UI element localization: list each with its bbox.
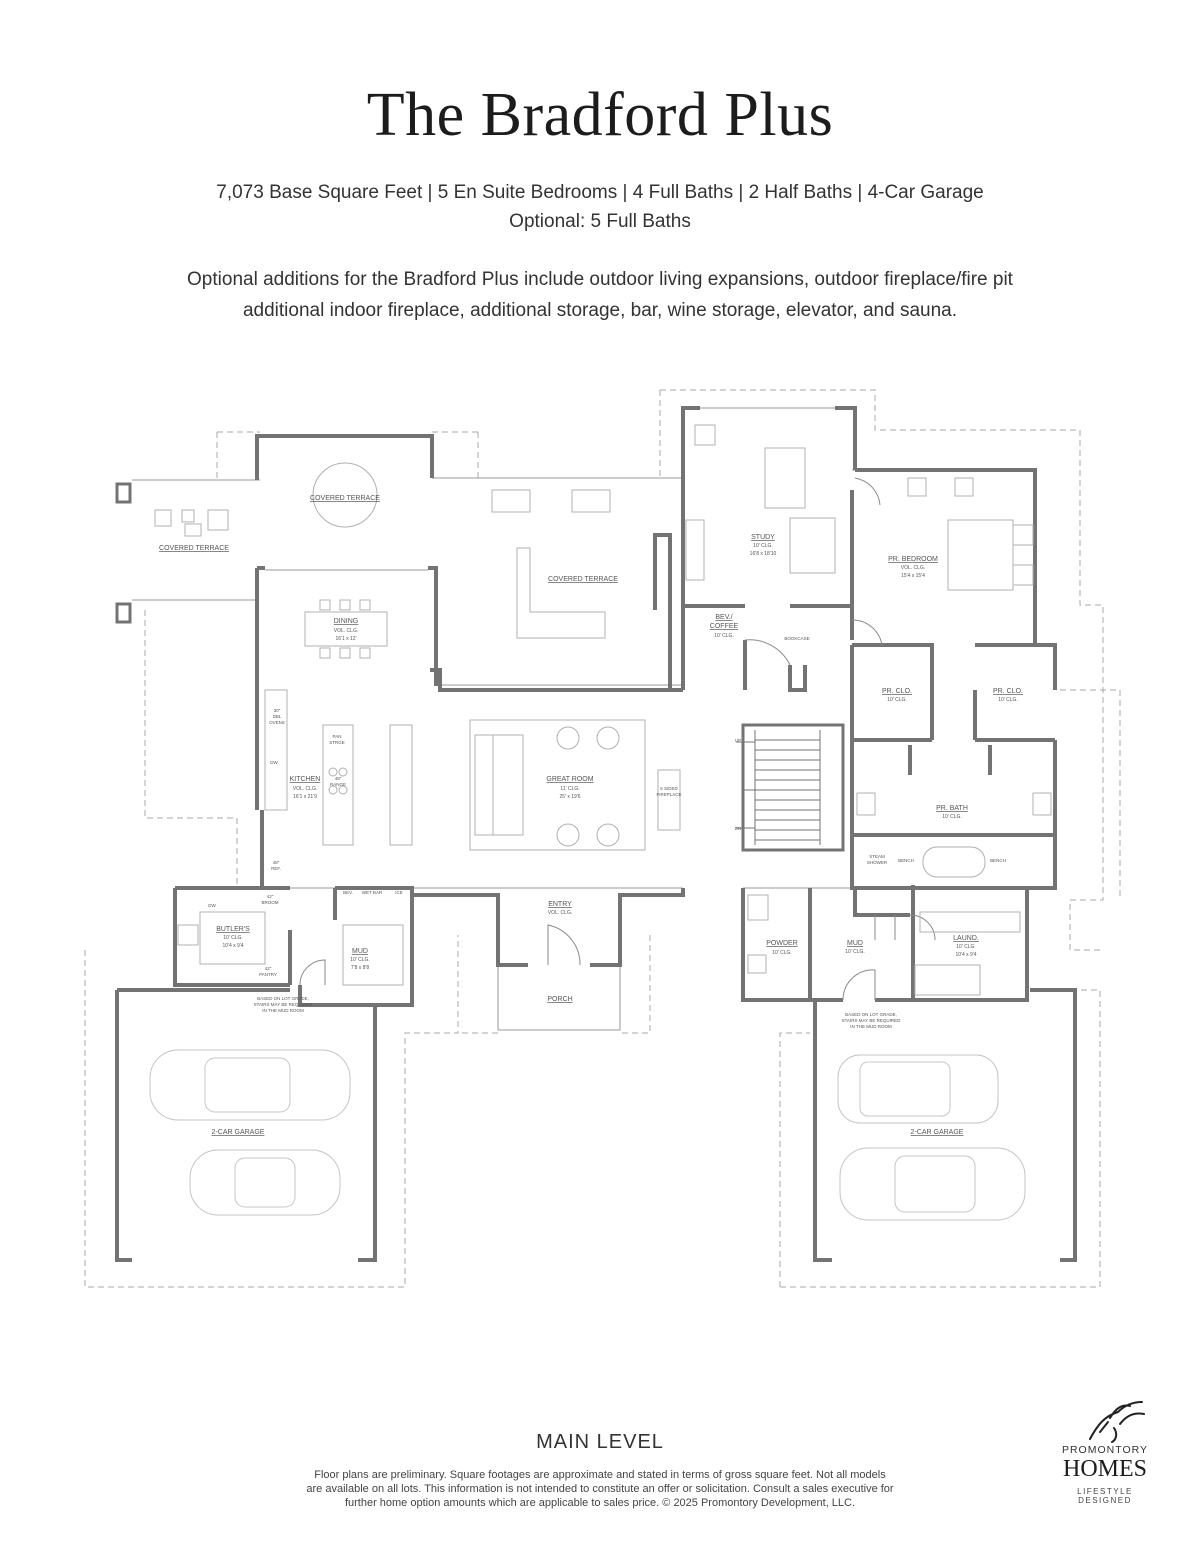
note-oven: 30": [273, 708, 281, 713]
note-broom: 42": [266, 894, 274, 899]
note-up: UP: [734, 738, 742, 743]
stairs-note: IN THE MUD ROOM: [850, 1024, 892, 1029]
room-ceiling: VOL. CLG.: [292, 786, 318, 792]
disclaimer: [230, 1468, 970, 1510]
note-steam-shower: SHOWER: [866, 860, 888, 865]
room-ceiling: VOL. CLG.: [900, 565, 926, 571]
room-ceiling: 10' CLG.: [956, 944, 976, 950]
note-ref: REF.: [271, 866, 281, 871]
stairs-note: BASED ON LOT GRADE,: [845, 1012, 897, 1017]
logo-line: PROMONTORY: [1061, 1444, 1149, 1456]
room-label-bev-coffee: BEV./: [715, 614, 733, 621]
note-wet-bar: WET BAR: [361, 890, 383, 895]
page-title: The Bradford Plus: [366, 81, 834, 149]
stairs-note: IN THE MUD ROOM: [262, 1008, 304, 1013]
room-size: 10'4 x 9'4: [955, 952, 977, 958]
room-ceiling: 10' CLG.: [753, 543, 773, 549]
horse-rider-logo-icon: [1050, 1394, 1160, 1444]
room-ceiling: VOL. CLG.: [547, 910, 573, 916]
level-label: MAIN LEVEL: [536, 1431, 664, 1453]
room-size: 16'1 x 21'9: [293, 794, 317, 800]
room-ceiling: 10' CLG.: [845, 949, 865, 955]
room-label-covered-terrace: COVERED TERRACE: [159, 545, 229, 552]
note-oven: OVENS: [269, 720, 285, 725]
car-icon: [190, 1150, 340, 1215]
room-label-great-room: GREAT ROOM: [546, 776, 594, 783]
note-ice: ICE: [395, 890, 403, 895]
room-label-entry: ENTRY: [548, 901, 572, 908]
note-broom: BROOM: [261, 900, 279, 905]
room-label-porch: PORCH: [547, 996, 573, 1003]
room-ceiling: 10' CLG.: [714, 633, 734, 639]
room-ceiling: 10' CLG.: [350, 957, 370, 963]
disclaimer-line: Floor plans are preliminary. Square footages are approximate and stated in terms of gross square feet. Not all models: [314, 1469, 886, 1481]
note-ref: 48": [272, 860, 280, 865]
specs-line: 7,073 Base Square Feet | 5 En Suite Bedrooms | 4 Full Baths | 2 Half Baths | 4-Car Garage: [216, 182, 984, 203]
note-pantry: PAN: [332, 734, 342, 739]
room-ceiling: 10' CLG.: [887, 697, 907, 703]
note-bench: BENCH: [990, 858, 1006, 863]
room-label-covered-terrace: COVERED TERRACE: [310, 495, 380, 502]
room-label-bev-coffee: COFFEE: [709, 623, 739, 630]
disclaimer-line: are available on all lots. This information is not intended to constitute an offer or solicitation. Consult a sales executive for: [306, 1483, 894, 1495]
room-size: 16'8 x 18'10: [749, 551, 777, 557]
room-label-mud: MUD: [847, 940, 863, 947]
note-dw: DW: [270, 760, 278, 765]
note-pantry: STRGE: [329, 740, 345, 745]
description-line: additional indoor fireplace, additional storage, bar, wine storage, elevator, and sauna.: [242, 300, 958, 321]
furniture: [155, 425, 1051, 995]
specs-optional-line: Optional: 5 Full Baths: [509, 211, 691, 232]
room-labels: [159, 495, 1023, 1136]
note-pantry: PANTRY: [259, 972, 277, 977]
room-size: 16'1 x 12': [335, 636, 357, 642]
room-label-kitchen: KITCHEN: [289, 776, 321, 783]
note-steam-shower: STEAM: [869, 854, 885, 859]
note-oven: DBL: [272, 714, 282, 719]
logo-wordmark: HOMES: [1062, 1456, 1147, 1482]
note-pantry: 42": [264, 966, 272, 971]
room-label-covered-terrace: COVERED TERRACE: [548, 576, 618, 583]
room-size: 10'4 x 9'4: [222, 943, 244, 949]
room-label-mud: MUD: [352, 948, 368, 955]
note-bev: BEV.: [343, 890, 353, 895]
promontory-homes-logo: [1050, 1394, 1160, 1534]
thin-lines: [132, 408, 1035, 1030]
disclaimer-line: further home option amounts which are applicable to sales price. © 2025 Promontory Development, LLC.: [344, 1497, 856, 1509]
note-range: 48": [334, 776, 342, 781]
room-label-dining: DINING: [333, 618, 359, 625]
room-label-pr-clo: PR. CLO.: [993, 688, 1023, 695]
note-dw: DW: [208, 903, 216, 908]
room-ceiling: 10' CLG.: [223, 935, 243, 941]
cars: [150, 1050, 1025, 1220]
note-fireplace: FIREPLACE: [656, 792, 682, 797]
stairs-note: BASED ON LOT GRADE,: [257, 996, 309, 1001]
room-label-study: STUDY: [751, 534, 775, 541]
room-ceiling: 10' CLG.: [772, 950, 792, 956]
note-bench: BENCH: [898, 858, 914, 863]
room-label-pr-clo: PR. CLO.: [882, 688, 912, 695]
optional-expansion-outline: [85, 390, 1120, 1287]
note-fireplace: 6 SIDED: [660, 786, 678, 791]
description-line: Optional additions for the Bradford Plus include outdoor living expansions, outdoor fireplace/fire pit: [187, 269, 1013, 290]
car-icon: [150, 1050, 350, 1120]
note-bookcase: BOOKCASE: [784, 636, 810, 641]
room-ceiling: 10' CLG.: [942, 814, 962, 820]
room-ceiling: VOL. CLG.: [333, 628, 359, 634]
room-label-butlers: BUTLER'S: [216, 926, 250, 933]
stairs-note: STAIRS MAY BE REQUIRED: [253, 1002, 313, 1007]
staircase: [736, 725, 843, 850]
room-label-garage: 2-CAR GARAGE: [910, 1129, 964, 1136]
room-ceiling: 10' CLG.: [998, 697, 1018, 703]
room-label-garage: 2-CAR GARAGE: [211, 1129, 265, 1136]
room-size: 25' x 19'6: [559, 794, 581, 800]
room-ceiling: 11' CLG.: [560, 786, 580, 792]
room-label-laund: LAUND.: [953, 935, 979, 942]
room-label-powder: POWDER: [766, 940, 798, 947]
note-range: RANGE: [329, 782, 347, 787]
logo-tagline: LIFESTYLE DESIGNED: [1077, 1487, 1133, 1505]
stairs-note: STAIRS MAY BE REQUIRED: [841, 1018, 901, 1023]
room-size: 15'4 x 15'4: [901, 573, 925, 579]
car-icon: [840, 1148, 1025, 1220]
room-label-pr-bath: PR. BATH: [936, 805, 968, 812]
room-size: 7'8 x 8'8: [350, 965, 370, 971]
room-label-pr-bedroom: PR. BEDROOM: [888, 556, 938, 563]
note-dn: DN: [734, 826, 742, 831]
doors: [300, 478, 935, 1000]
